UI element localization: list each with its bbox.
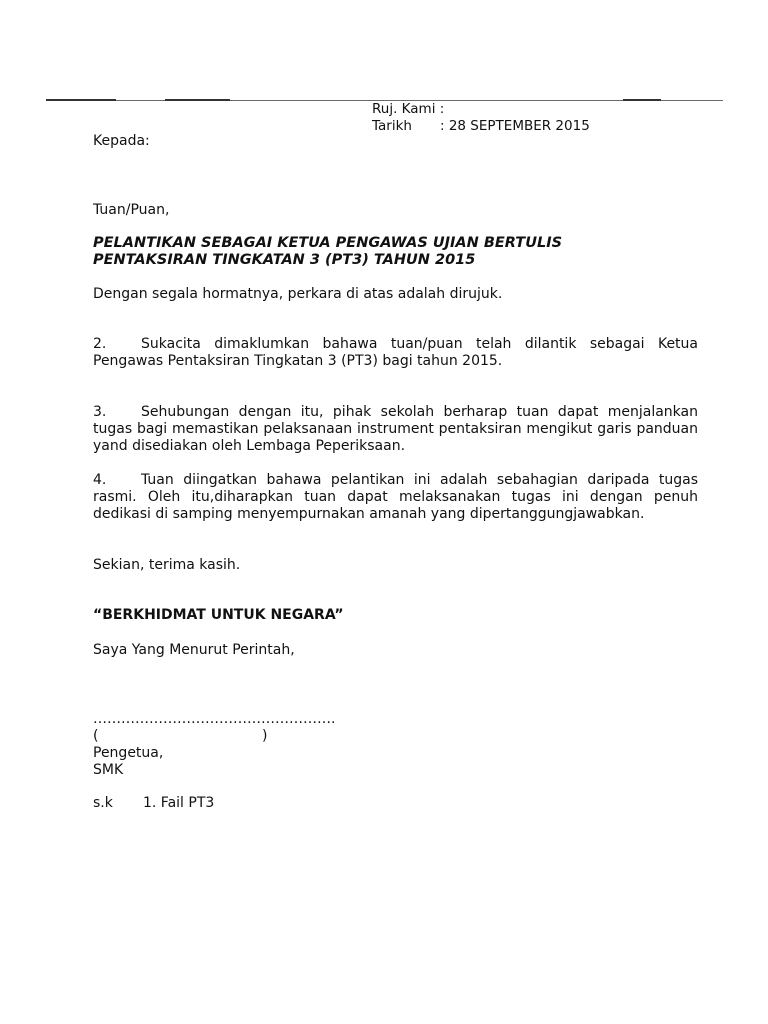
reference-block	[372, 101, 590, 135]
paragraph-number: 4.	[93, 472, 107, 488]
paragraph-text: Sukacita dimaklumkan bahawa tuan/puan telah dilantik sebagai Ketua Pengawas Pentaksiran Tingkatan 3 (PT3) bagi tahun 2015.	[93, 336, 698, 369]
paragraph-number: 2.	[93, 336, 107, 352]
date-row	[372, 118, 590, 135]
subject-line: PELANTIKAN SEBAGAI KETUA PENGAWAS UJIAN BERTULIS	[93, 235, 563, 251]
name-bracket-close: )	[262, 728, 268, 744]
name-bracket-open: (	[93, 728, 99, 744]
date-value: : 28 SEPTEMBER 2015	[440, 118, 590, 134]
body-paragraph	[93, 336, 698, 370]
paragraph-text: Tuan diingatkan bahawa pelantikan ini adalah sebahagian daripada tugas rasmi. Oleh itu,diharapkan tuan dapat melaksanakan tugas ini dengan penuh dedikasi di samping menyempurnakan amanah yang dipertanggungjawabkan.	[93, 472, 698, 522]
body-paragraph	[93, 472, 698, 523]
reference-label: Ruj. Kami :	[372, 101, 445, 117]
closing-sentence: Sekian, terima kasih.	[93, 557, 241, 573]
paragraph-number: 3.	[93, 404, 107, 420]
paragraph-text: Sehubungan dengan itu, pihak sekolah berharap tuan dapat menjalankan tugas bagi memastikan pelaksanaan instrument pentaksiran mengikut garis panduan yand disediakan oleh Lembaga Peperiksaan.	[93, 404, 698, 454]
cc-row	[93, 795, 214, 812]
opening-sentence: Dengan segala hormatnya, perkara di atas adalah dirujuk.	[93, 286, 503, 302]
school-name: SMK	[93, 762, 124, 778]
reference-row	[372, 101, 590, 118]
slogan: “BERKHIDMAT UNTUK NEGARA”	[93, 607, 344, 623]
header-rule-segment	[46, 99, 116, 101]
salutation: Tuan/Puan,	[93, 202, 170, 218]
signature-line: …………………………………………….	[93, 711, 336, 727]
body-paragraph	[93, 404, 698, 455]
date-label: Tarikh	[372, 118, 412, 134]
header-rule-segment	[623, 99, 661, 101]
header-rule-segment	[165, 99, 230, 101]
recipient-label: Kepada:	[93, 133, 150, 149]
cc-item: 1. Fail PT3	[143, 795, 215, 811]
subject-line: PENTAKSIRAN TINGKATAN 3 (PT3) TAHUN 2015	[93, 252, 476, 268]
signatory-position: Pengetua,	[93, 745, 164, 761]
subject-title	[93, 235, 562, 269]
cc-label: s.k	[93, 795, 113, 811]
sign-off: Saya Yang Menurut Perintah,	[93, 642, 295, 658]
